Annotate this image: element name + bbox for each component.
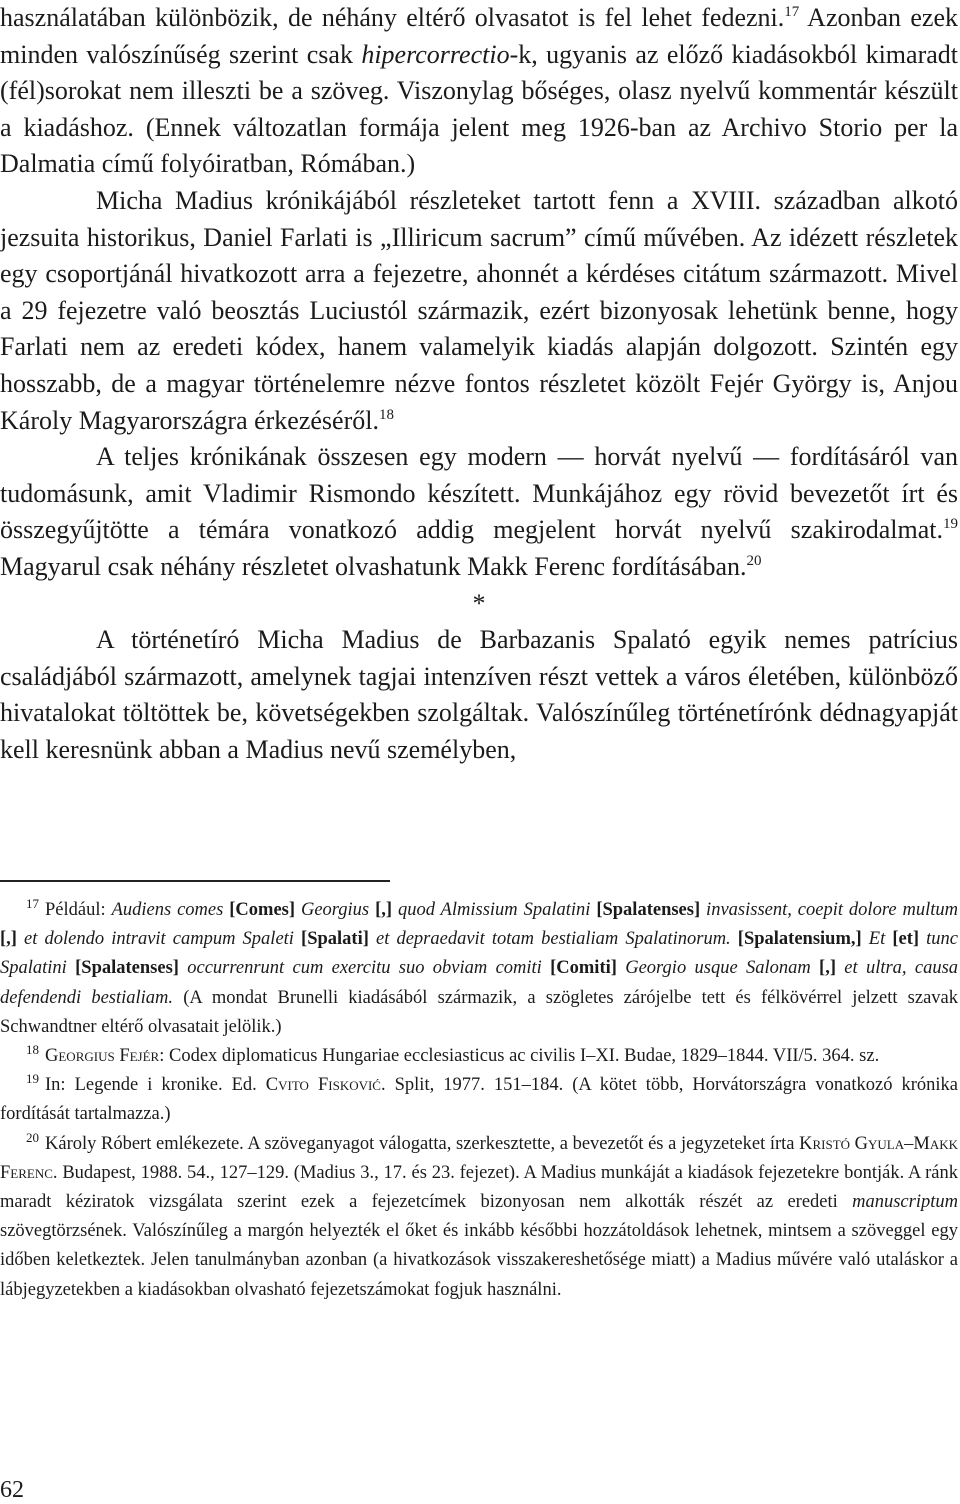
paragraph-3-text-b: Magyarul csak néhány részletet olvashatunk Makk Ferenc fordításában. bbox=[0, 551, 747, 581]
variant-reading: [Comiti] bbox=[550, 958, 617, 979]
paragraph-1-text-b: Azonban ezek minden valószínűség szerint csak bbox=[0, 3, 958, 69]
footnote-17 bbox=[0, 896, 958, 1042]
page-number: 62 bbox=[0, 1477, 24, 1503]
section-separator: * bbox=[472, 588, 486, 618]
latin-quote: Audiens comes bbox=[111, 900, 230, 920]
footnote-18-text: : Codex diplomaticus Hungariae ecclesiasticus ac civilis I–XI. Budae, 1829–1844. VII/5. 364. sz. bbox=[159, 1046, 880, 1067]
footnote-19 bbox=[0, 1071, 958, 1129]
footnote-ref-19[interactable]: 19 bbox=[943, 516, 958, 533]
footnote-ref-18[interactable]: 18 bbox=[378, 406, 394, 423]
footnote-20-text-b: . Budapest, 1988. 54., 127–129. (Madius 3., 17. és 23. fejezet). A Madius munkáját a kiadások fejezetekre bontják. A ránk maradt kéziratok vizsgálata szerint ezek a fejezetcímek bizonyosan nem alkották részét az eredeti bbox=[0, 1162, 958, 1213]
footnote-rule bbox=[0, 880, 390, 882]
latin-quote: quod Almissium Spalatini bbox=[392, 900, 597, 920]
footnote-20-author: Kristó Gyula–Makk Ferenc bbox=[0, 1133, 959, 1183]
footnote-17-explanation: (A mondat Brunelli kiadásából származik, a szögletes zárójelbe tett és félkövérrel jelzett szavak Schwandtner eltérő olvasatait jelölik.) bbox=[0, 987, 958, 1037]
variant-reading: [,] bbox=[0, 929, 17, 950]
latin-quote: Georgius bbox=[295, 900, 376, 920]
footnote-number-19: 19 bbox=[26, 1071, 39, 1087]
latin-quote: et ultra, causa defendendi bestialiam. bbox=[0, 958, 959, 1008]
paragraph-3-text-a: A teljes krónikának összesen egy modern — horvát nyelvű — fordításáról van tudomásunk, amit Vladimir Rismondo készített. Munkájához egy rövid bevezetőt írt és összegyűjtötte a témára vonatkozó addig megjelent horvát nyelvű szakirodalmat. bbox=[0, 442, 958, 545]
footnotes bbox=[0, 896, 958, 1305]
footnote-ref-17[interactable]: 17 bbox=[784, 4, 800, 20]
footnote-19-text-b: . Split, 1977. 151–184. (A kötet több, Horvátországra vonatkozó krónika fordítását tartalmazza.) bbox=[0, 1075, 958, 1125]
latin-quote: tunc Spalatini bbox=[0, 929, 958, 979]
latin-quote: invasissent, coepit dolore multum bbox=[700, 900, 958, 920]
variant-reading: [et] bbox=[892, 929, 920, 950]
variant-reading: [,] bbox=[375, 900, 393, 920]
footnote-number-17: 17 bbox=[26, 896, 39, 911]
footnote-18-author: Georgius Fejér bbox=[45, 1046, 160, 1067]
variant-reading: [,] bbox=[819, 958, 836, 979]
latin-quote: et depraedavit totam bestialiam Spalatinorum. bbox=[368, 929, 738, 950]
footnote-20-italic-term: manuscriptum bbox=[852, 1192, 958, 1213]
footnote-18 bbox=[0, 1042, 958, 1071]
footnote-20-text-a: Károly Róbert emlékezete. A szöveganyagot válogatta, szerkesztette, a bevezetőt és a jegyzeteket írta bbox=[45, 1133, 800, 1154]
footnote-number-18: 18 bbox=[26, 1042, 39, 1058]
latin-quote: Et bbox=[861, 929, 893, 950]
paragraph-2-text: Micha Madius krónikájából részleteket tartott fenn a XVIII. században alkotó jezsuita historikus, Daniel Farlati is „Illiricum sacrum” című művében. Az idézett részletek egy csoportjánál hivatkozott arra a fejezetre, ahonnét a kérdéses citátum származott. Mivel a 29 fejezetre való beosztás Luciustól származik, ezért bizonyosak lehetünk benne, hogy Farlati nem az eredeti kódex, hanem valamelyik kiadás alapján dolgozott. Szintén egy hosszabb, de a magyar történelemre nézve fontos részletet közölt Fejér György is, Anjou Károly Magyarországra érkezéséről. bbox=[0, 185, 958, 435]
variant-reading: [Comes] bbox=[229, 900, 296, 920]
paragraph-1-text-c: -k, ugyanis az előző kiadásokból kimaradt (fél)sorokat nem illeszti be a szöveg. Viszonylag bőséges, olasz nyelvű kommentár készült a kiadáshoz. (Ennek változatlan formája jelent meg 1926-ban az Archivo Storio per la Dalmatia című folyóiratban, Rómában.) bbox=[0, 39, 958, 179]
footnote-number-20: 20 bbox=[26, 1129, 39, 1145]
footnote-20-text-c: szövegtörzsének. Valószínűleg a margón helyezték el őket és inkább későbbi hozzátoldások lehetnek, mintsem a szöveggel egy időben keletkeztek. Jelen tanulmányban azonban (a hivatkozások visszakereshetősége miatt) a Madius művére való utaláskor a lábjegyzetekben a kiadásokban olvasható fejezetszámokat fogjuk használni. bbox=[0, 1221, 958, 1300]
footnote-20 bbox=[0, 1130, 958, 1305]
paragraph-1-text-a: használatában különbözik, de néhány eltérő olvasatot is fel lehet fedezni. bbox=[0, 3, 785, 32]
variant-reading: [Spalatenses] bbox=[596, 900, 701, 920]
paragraph-1-italic-term: hipercorrectio bbox=[361, 39, 510, 69]
paragraph-1 bbox=[0, 0, 958, 183]
variant-reading: [Spalatensium,] bbox=[737, 929, 862, 950]
latin-quote: occurrenrunt cum exercitu suo obviam comiti bbox=[178, 958, 551, 979]
variant-reading: [Spalati] bbox=[301, 929, 369, 950]
variant-reading: [Spalatenses] bbox=[75, 958, 179, 979]
paragraph-4: A történetíró Micha Madius de Barbazanis Spalató egyik nemes patrícius családjából származott, amelynek tagjai intenzíven részt vettek a város életében, különböző hivatalokat töltöttek be, követségekben szolgáltak. Valószínűleg történetírónk dédnagyapját kell keresnünk abban a Madius nevű személyben, bbox=[0, 625, 958, 764]
footnote-ref-20[interactable]: 20 bbox=[746, 552, 762, 569]
paragraph-3 bbox=[0, 439, 958, 585]
latin-quote: Georgio usque Salonam bbox=[616, 958, 820, 979]
footnote-19-author: Cvito Fisković bbox=[265, 1075, 381, 1096]
latin-quote: et dolendo intravit campum Spaleti bbox=[16, 929, 302, 950]
paragraph-2 bbox=[0, 183, 958, 439]
footnote-19-text-a: In: Legende i kronike. Ed. bbox=[45, 1075, 266, 1096]
footnote-17-lead: Például: bbox=[45, 900, 112, 920]
